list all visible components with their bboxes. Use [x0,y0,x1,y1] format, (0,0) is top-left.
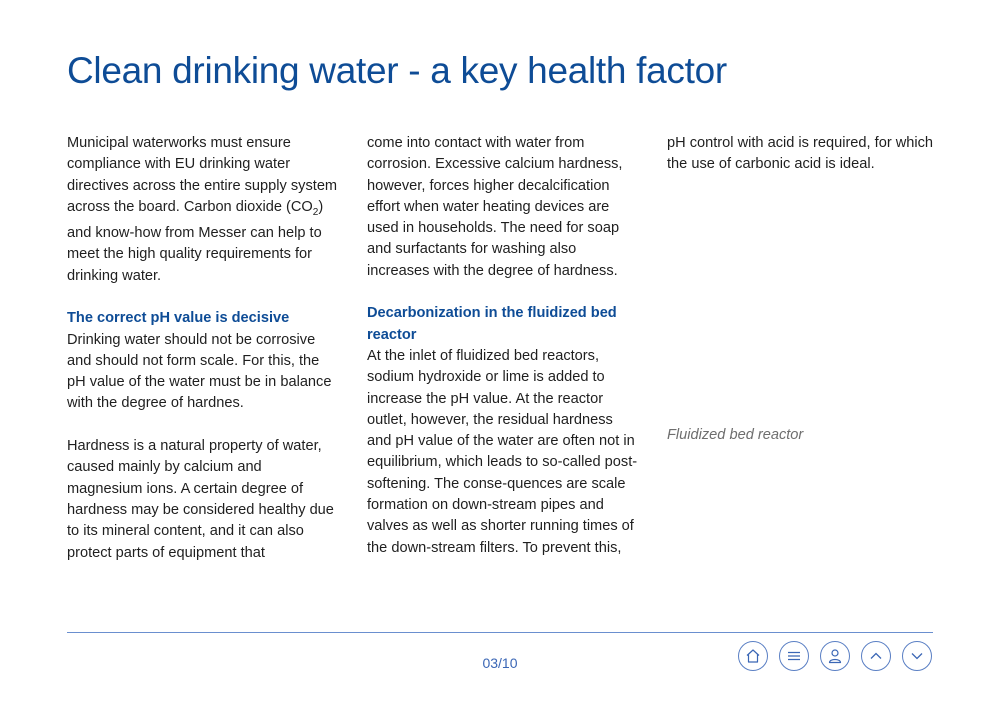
chevron-down-icon [908,647,926,665]
hardness-paragraph: Hardness is a natural property of water, caused mainly by calcium and magnesium ions. A certain degree of hardness may be considered healthy due to its mineral content, and it can also protect parts of equipment that [67,438,334,561]
intro-paragraph: Municipal waterworks must ensure compliance with EU drinking water directives across the entire supply system across the board. Carbon dioxide $(CO_2)$ and know-how from Messer can help to meet the high quality requirements for drinking water. [67,135,338,284]
menu-button[interactable] [779,641,809,671]
footer-navigation [738,641,932,671]
user-button[interactable] [820,641,850,671]
ph-paragraph: Drinking water should not be corrosive and should not form scale. For this, the pH value of the water must be in balance with the degree of hardnes. [67,331,332,412]
chevron-up-icon [867,647,885,665]
page-title: Clean drinking water - a key health factor [67,50,727,91]
section-heading-decarbonization: Decarbonization in the fluidized bed reactor [367,305,617,343]
page-number: 03/10 [482,655,518,671]
footer-divider [67,632,933,633]
user-icon [826,647,844,665]
ph-control-paragraph: pH control with acid is required, for which the use of carbonic acid is ideal. [667,135,934,173]
home-button[interactable] [738,641,768,671]
text-column-2 [367,133,639,559]
hardness-continued-paragraph: come into contact with water from corrosion. Excessive calcium hardness, however, forces higher decalcification effort when water heating devices are used in households. The need for soap and surfactants for washing also increases with the degree of hardness. [367,135,623,279]
image-caption: Fluidized bed reactor [667,427,804,443]
text-column-3 [667,133,947,176]
text-column-1 [67,133,339,564]
menu-icon [785,647,803,665]
previous-page-button[interactable] [861,641,891,671]
section-heading-ph: The correct pH value is decisive [67,310,290,327]
home-icon [744,647,762,665]
next-page-button[interactable] [902,641,932,671]
decarbonization-paragraph: At the inlet of fluidized bed reactors, sodium hydroxide or lime is added to increase the pH value. At the reactor outlet, however, the residual hardness and pH value of the water are often not in equilibrium, which leads to so-called post-softening. The conse-quences are scale formation on down-stream pipes and valves as well as shorter running times of the down-stream filters. To prevent this, [367,347,638,556]
